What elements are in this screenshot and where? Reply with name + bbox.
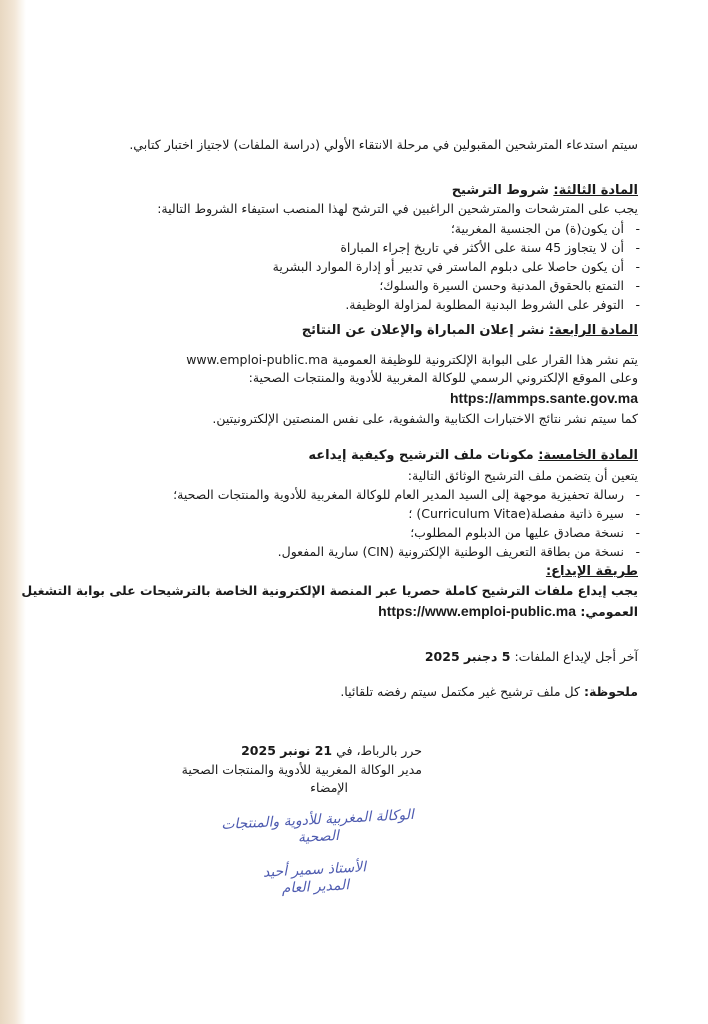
article4-line1 bbox=[110, 351, 638, 369]
article4-line1-text: يتم نشر هذا القرار على البوابة الإلكترونية للوظيفة العمومية bbox=[332, 352, 638, 367]
article5-heading bbox=[110, 447, 638, 465]
article4-line2: وعلى الموقع الإلكتروني الرسمي للوكالة المغربية للأدوية والمنتجات الصحية: bbox=[248, 370, 638, 385]
article4-heading bbox=[110, 322, 638, 340]
deadline-value: 5 دجنبر 2025 bbox=[424, 649, 511, 664]
deposit-link[interactable]: https://www.emploi-public.ma bbox=[378, 603, 576, 619]
article3-item: - أن يكون حاصلا على دبلوم الماستر في تدبير أو إدارة الموارد البشرية bbox=[110, 258, 624, 276]
stamp-line: الوكالة المغربية للأدوية والمنتجات bbox=[220, 806, 415, 834]
intro-paragraph: سيتم استدعاء المترشحين المقبولين في مرحلة الانتقاء الأولي (دراسة الملفات) لاجتياز اختبار كتابي. bbox=[129, 137, 638, 152]
note-text: كل ملف ترشيح غير مكتمل سيتم رفضه تلقائيا. bbox=[340, 684, 580, 699]
footer-date bbox=[100, 742, 422, 760]
article5-item: - نسخة مصادق عليها من الدبلوم المطلوب؛ bbox=[110, 524, 624, 542]
article5-item: - رسالة تحفيزية موجهة إلى السيد المدير العام للوكالة المغربية للأدوية والمنتجات الصحية؛ bbox=[110, 486, 624, 504]
footer-signer: مدير الوكالة المغربية للأدوية والمنتجات الصحية bbox=[181, 762, 422, 777]
deadline-label: آخر أجل لإيداع الملفات: bbox=[514, 649, 638, 664]
deadline bbox=[110, 648, 638, 666]
footer-date-value: 21 نونبر 2025 bbox=[241, 743, 333, 758]
article5-heading-rest: مكونات ملف الترشيح وكيفية إيداعه bbox=[308, 448, 539, 463]
article3-heading-key: المادة الثالثة: bbox=[553, 183, 638, 198]
article3-intro: يجب على المترشحات والمترشحين الراغبين في الترشح لهذا المنصب استيفاء الشروط التالية: bbox=[157, 201, 638, 216]
article5-heading-key: المادة الخامسة: bbox=[538, 448, 638, 463]
article4-heading-key: المادة الرابعة: bbox=[549, 323, 638, 338]
stamp-line: الأستاذ سمير أحيد bbox=[262, 859, 367, 881]
stamp-line: المدير العام bbox=[281, 877, 350, 897]
article5-item: - سيرة ذاتية مفصلة(Curriculum Vitae) ؛ bbox=[110, 505, 624, 523]
note-label: ملحوظة: bbox=[583, 684, 638, 699]
article3-item: - التمتع بالحقوق المدنية وحسن السيرة والسلوك؛ bbox=[110, 277, 624, 295]
stamp-line: الصحية bbox=[297, 827, 340, 847]
article3-heading-rest: شروط الترشيح bbox=[451, 183, 554, 198]
deposit-line1: يجب إيداع ملفات الترشيح كاملة حصريا عبر المنصة الإلكترونية الخاصة بالترشيحات على بوابة التشغيل bbox=[21, 583, 638, 598]
deposit-line2 bbox=[110, 602, 638, 621]
deposit-line2-text: العمومي: bbox=[580, 604, 638, 619]
article3-item: - التوفر على الشروط البدنية المطلوبة لمزاولة الوظيفة. bbox=[110, 296, 624, 314]
article4-heading-rest: نشر إعلان المباراة والإعلان عن النتائج bbox=[301, 323, 549, 338]
article3-item: - أن لا يتجاوز 45 سنة على الأكثر في تاريخ إجراء المباراة bbox=[110, 239, 624, 257]
footer-date-text: حرر بالرباط، في bbox=[336, 743, 422, 758]
article5-item: - نسخة من بطاقة التعريف الوطنية الإلكترونية (CIN) سارية المفعول. bbox=[110, 543, 624, 561]
article3-item: - أن يكون(ة) من الجنسية المغربية؛ bbox=[110, 220, 624, 238]
ammps-link[interactable]: https://ammps.sante.gov.ma bbox=[449, 390, 638, 406]
article3-heading bbox=[110, 182, 638, 200]
footer-signature-label: الإمضاء bbox=[310, 780, 348, 795]
article4-line3: كما سيتم نشر نتائج الاختبارات الكتابية والشفوية، على نفس المنصتين الإلكترونيتين. bbox=[212, 411, 638, 426]
article5-intro: يتعين أن يتضمن ملف الترشيح الوثائق التالية: bbox=[407, 468, 638, 483]
deposit-heading: طريقة الإيداع: bbox=[545, 564, 638, 579]
emploi-public-link[interactable]: www.emploi-public.ma bbox=[186, 352, 329, 367]
note bbox=[110, 683, 638, 701]
